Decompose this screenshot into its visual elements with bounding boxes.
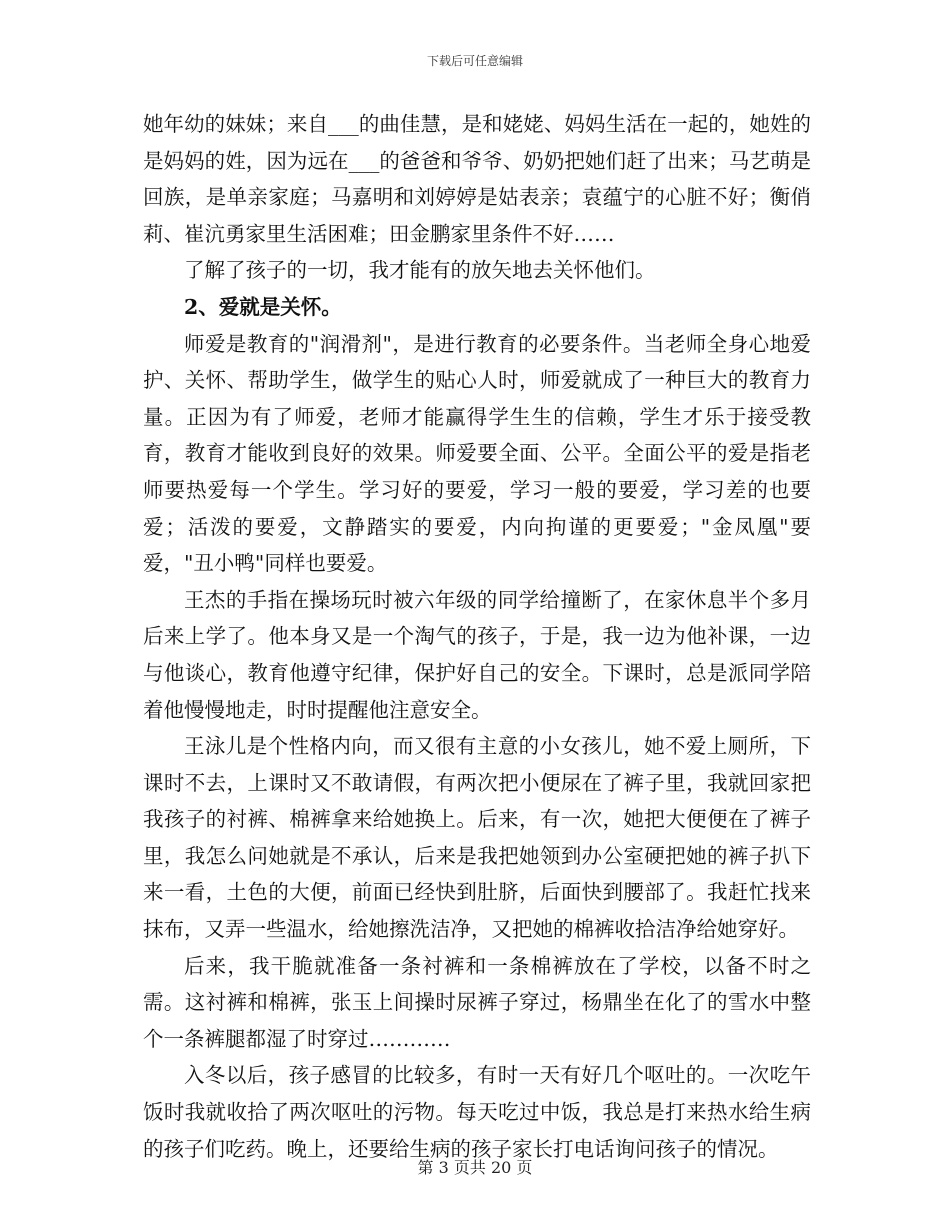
paragraph: 师爱是教育的"润滑剂"，是进行教育的必要条件。当老师全身心地爱护、关怀、帮助学生，做学生的贴心人时，师爱就成了一种巨大的教育力量。正因为有了师爱，老师才能赢得学生生的信赖，学生才乐于接受教育，教育才能收到良好的效果。师爱要全面、公平。全面公平的爱是指老师要热爱每一个学生。学习好的要爱，学习一般的要爱，学习差的也要爱；活泼的要爱，文静踏实的要爱，内向拘谨的更要爱；"金凤凰"要爱，"丑小鸭"同样也要爱。 xyxy=(143,331,811,576)
page-footer: 第 3 页共 20 页 xyxy=(417,1158,533,1177)
paragraph: 了解了孩子的一切，我才能有的放矢地去关怀他们。 xyxy=(184,258,656,283)
paragraph: 后来，我干脆就准备一条衬裤和一条棉裤放在了学校，以备不时之需。这衬裤和棉裤，张玉上间操时尿裤子穿过，杨鼎坐在化了的雪水中整个一条裤腿都湿了时穿过………… xyxy=(143,953,811,1051)
paragraph: 王杰的手指在操场玩时被六年级的同学给撞断了，在家休息半个多月后来上学了。他本身又是一个淘气的孩子，于是，我一边为他补课，一边与他谈心，教育他遵守纪律，保护好自己的安全。下课时，总是派同学陪着他慢慢地走，时时提醒他注意安全。 xyxy=(143,587,811,722)
paragraph: 王泳儿是个性格内向，而又很有主意的小女孩儿，她不爱上厕所，下课时不去，上课时又不敢请假，有两次把小便尿在了裤子里，我就回家把我孩子的衬裤、棉裤拿来给她换上。后来，有一次，她把大便便在了裤子里，我怎么问她就是不承认，后来是我把她领到办公室硬把她的裤子扒下来一看，土色的大便，前面已经快到肚脐，后面快到腰部了。我赶忙找来抹布，又弄一些温水，给她擦洗洁净，又把她的棉裤收拾洁净给她穿好。 xyxy=(143,734,811,942)
paragraph-continued: 她年幼的妹妹；来自___的曲佳慧，是和姥姥、妈妈生活在一起的，她姓的是妈妈的姓，因为远在___的爸爸和爷爷、奶奶把她们赶了出来；马艺萌是回族，是单亲家庭；马嘉明和刘婷婷是姑表亲；袁蕴宁的心脏不好；衡俏莉、崔沆勇家里生活困难；田金鹏家里条件不好…… xyxy=(143,112,811,246)
paragraph: 入冬以后，孩子感冒的比较多，有时一天有好几个呕吐的。一次吃午饭时我就收拾了两次呕吐的污物。每天吃过中饭，我总是打来热水给生病的孩子们吃药。晚上，还要给生病的孩子家长打电话询问孩子的情况。 xyxy=(143,1063,811,1161)
document-body xyxy=(143,106,811,1167)
page-header: 下载后可任意编辑 xyxy=(426,54,523,68)
section-heading: 2、爱就是关怀。 xyxy=(184,294,342,319)
